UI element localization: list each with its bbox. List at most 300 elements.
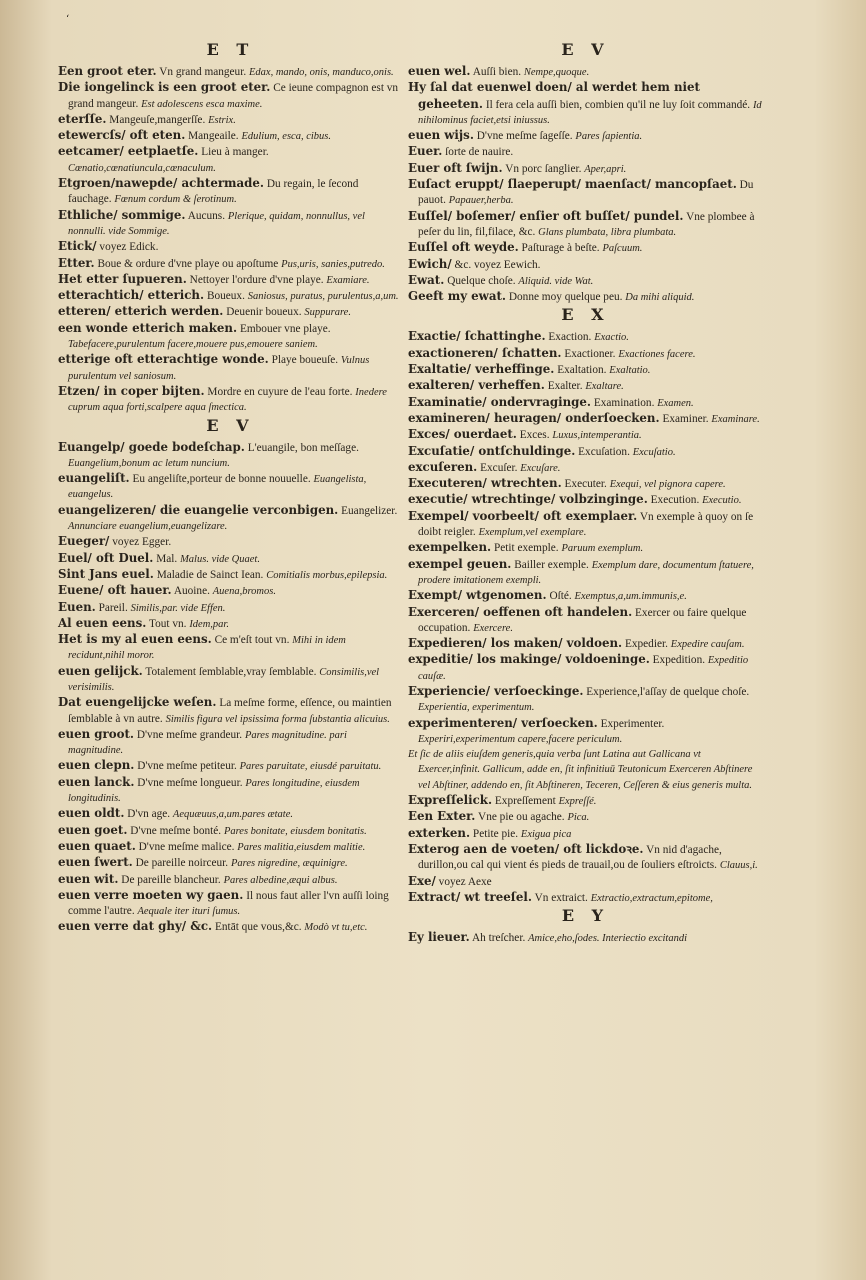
latin-gloss: Extractio,extractum,epitome,: [590, 892, 713, 904]
dictionary-entry: [58, 551, 403, 567]
headword: euen lanck.: [58, 774, 135, 789]
dictionary-entry: [58, 64, 403, 80]
french-gloss: Vne pie ou agache.: [478, 811, 565, 824]
headword: Etter.: [58, 255, 95, 270]
headword: etterige oft etterachtige wonde.: [58, 352, 269, 367]
latin-gloss: Comitialis morbus,epilepsia.: [266, 569, 388, 581]
french-gloss: Excuſer.: [480, 461, 518, 474]
french-gloss: D'vne meſme bonté.: [130, 824, 222, 837]
latin-gloss: Clauus,i.: [719, 860, 758, 872]
headword: euen gelijck.: [58, 663, 143, 678]
dictionary-entry: [408, 362, 763, 378]
headword: exempelken.: [408, 540, 492, 555]
latin-gloss: Pares albedine,æqui albus.: [223, 874, 338, 886]
french-gloss: Mordre en cuyure de l'eau forte.: [207, 385, 353, 398]
headword: euangeliſt.: [58, 471, 130, 486]
headword: Exces/ ouerdaet.: [408, 427, 517, 442]
latin-gloss: Expreſſé.: [558, 796, 597, 808]
right-column: [408, 40, 763, 946]
dictionary-entry: [408, 64, 763, 80]
latin-gloss: Excuſare.: [520, 462, 561, 474]
latin-gloss: Et ſic de aliis eiuſdem generis,quia verba ſunt Latina aut Gallicana vt Exercer,infinit. Gallicum, adde en, ſit infinitiuū Teutonicum Exerceren Abſtinere vel Abſtiner, addendo en, ſit Abſtineren, Teceren, Ceſſeren & eius generis multa.: [408, 749, 753, 791]
latin-gloss: Pares magnitudine. pari magnitudine.: [68, 729, 347, 757]
latin-gloss: Executio.: [702, 495, 742, 507]
section-header: E V: [206, 415, 255, 435]
headword: Executeren/ wtrechten.: [408, 476, 562, 491]
dictionary-entry: [58, 288, 403, 304]
french-gloss: Du pauot.: [418, 179, 754, 207]
dictionary-entry: [58, 758, 403, 774]
headword: Exempel/ voorbeelt/ oft exemplaer.: [408, 508, 638, 523]
french-gloss: De pareille blancheur.: [121, 873, 221, 886]
headword: examineren/ heuragen/ onderſoecken.: [408, 410, 660, 425]
latin-gloss: Similis figura vel ipsissima forma ſubstantia alicuius.: [165, 713, 390, 725]
french-gloss: Exaltation.: [557, 364, 607, 377]
latin-gloss: Aliquid. vide Wat.: [518, 275, 594, 287]
latin-gloss: Estrix.: [208, 114, 236, 126]
dictionary-entry: [408, 716, 763, 748]
latin-gloss: Pica.: [567, 812, 590, 824]
latin-gloss: Malus. vide Quaet.: [180, 553, 260, 565]
latin-gloss: Pares nigredine, æquinigre.: [230, 858, 348, 870]
french-gloss: Vne plombee à peſer du lin, fil,filace, &c.: [418, 210, 755, 238]
headword: euen goet.: [58, 822, 128, 837]
latin-gloss: Exactio.: [594, 332, 629, 344]
french-gloss: D'vne meſme ſageſſe.: [476, 130, 573, 143]
dictionary-entry: [408, 557, 763, 589]
french-gloss: Totalement ſemblable,vray ſemblable.: [145, 665, 317, 678]
headword: Het etter ſupueren.: [58, 271, 187, 286]
latin-gloss: Exemptus,a,um.immunis,e.: [574, 591, 687, 603]
french-gloss: Paſturage à beſte.: [521, 242, 600, 255]
dictionary-entry: [58, 775, 403, 807]
page-mark: ‘: [66, 14, 70, 25]
section-header: E Y: [561, 906, 610, 926]
latin-gloss: Tabefacere,purulentum facere,mouere pus,emouere saniem.: [68, 339, 318, 351]
headword: Euſſel oft weyde.: [408, 240, 519, 255]
dictionary-entry: [408, 209, 763, 241]
french-gloss: Mal.: [156, 552, 178, 565]
latin-gloss: Pares bonitate, eiusdem bonitatis.: [223, 825, 367, 837]
headword: experimenteren/ verſoecken.: [408, 715, 598, 730]
french-gloss: Quelque choſe.: [447, 274, 516, 287]
headword: euen ſwert.: [58, 855, 133, 870]
headword: euen clepn.: [58, 758, 135, 773]
headword: Experiencie/ verſoeckinge.: [408, 683, 584, 698]
dictionary-entry: [58, 632, 403, 664]
dictionary-entry: [58, 128, 403, 144]
headword: euen wel.: [408, 64, 471, 78]
headword: Examinatie/ ondervraginge.: [408, 394, 592, 409]
dictionary-entry: [58, 208, 403, 240]
dictionary-entry: [408, 273, 763, 289]
headword: euen verre dat ghy/ &c.: [58, 919, 213, 934]
dictionary-entry: [408, 652, 763, 684]
headword: Exerceren/ oeffenen oft handelen.: [408, 604, 633, 619]
dictionary-entry: [408, 289, 763, 305]
dictionary-entry: [58, 727, 403, 759]
latin-gloss: Da mihi aliquid.: [625, 292, 695, 304]
dictionary-entry: [408, 540, 763, 556]
french-gloss: Boueux.: [206, 290, 245, 303]
dictionary-entry: [408, 509, 763, 541]
french-gloss: Bailler exemple.: [514, 558, 589, 571]
dictionary-entry: [408, 684, 763, 716]
headword: eterſſe.: [58, 111, 107, 126]
dictionary-entry: [408, 930, 763, 946]
headword: expeditie/ los makinge/ voldoeninge.: [408, 652, 650, 667]
latin-gloss: Idem,par.: [189, 618, 229, 630]
dictionary-entry: [58, 534, 403, 550]
french-gloss: Examination.: [593, 396, 655, 409]
french-gloss: ſorte de nauire.: [445, 146, 514, 159]
french-gloss: Vn porc ſanglier.: [505, 162, 582, 175]
french-gloss: Embouer vne playe.: [239, 322, 331, 335]
dictionary-entry: [408, 809, 763, 825]
dictionary-entry: [58, 176, 403, 208]
french-gloss: L'euangile, bon meſſage.: [247, 441, 359, 454]
french-gloss: Expedier.: [624, 638, 668, 651]
latin-gloss: Pares malitia,eiusdem malitie.: [237, 841, 366, 853]
headword: Euel/ oft Duel.: [58, 550, 154, 565]
french-gloss: Playe boueuſe.: [271, 354, 339, 367]
latin-gloss: Amice,eho,ſodes. Interiectio excitandi: [528, 933, 688, 945]
dictionary-entry: [58, 112, 403, 128]
headword: Euangelp/ goede bodeſchap.: [58, 439, 245, 454]
dictionary-entry: [408, 890, 763, 906]
dictionary-entry: [58, 321, 403, 353]
dictionary-entry: [58, 567, 403, 583]
dictionary-entry: [408, 144, 763, 160]
dictionary-entry: [58, 806, 403, 822]
headword: Exaltatie/ verheffinge.: [408, 362, 555, 377]
latin-gloss: Mihi in idem recidunt,nihil moror.: [68, 635, 346, 662]
french-gloss: Nettoyer l'ordure d'vne playe.: [189, 273, 324, 286]
dictionary-entry: [408, 636, 763, 652]
dictionary-entry: [58, 855, 403, 871]
headword: Exterog aen de voeten/ oft lickdoꝛe.: [408, 841, 644, 856]
headword: euen verre moeten wy gaen.: [58, 887, 244, 902]
headword: etewercſs/ oft eten.: [58, 128, 186, 143]
french-gloss: Du regain, le ſecond fauchage.: [68, 178, 359, 206]
latin-gloss: Pares ſapientia.: [575, 131, 643, 143]
dictionary-entry: [408, 257, 763, 273]
french-gloss: Boue & ordure d'vne playe ou apoſtume: [97, 257, 279, 270]
french-gloss: Ce m'eſt tout vn.: [214, 634, 290, 647]
latin-gloss: Examen.: [657, 397, 694, 409]
french-gloss: Experience,l'aſſay de quelque choſe.: [586, 685, 750, 698]
headword: euangelizeren/ die euangelie verconbigen.: [58, 502, 339, 517]
headword: Een groot eter.: [58, 64, 157, 78]
french-gloss: voyez Aexe: [438, 875, 492, 888]
french-gloss: Vn nid d'agache, durillon,ou cal qui vient és pieds de trauail,ou de ſouliers eſtroicts.: [418, 843, 722, 872]
headword: Ewich/: [408, 256, 452, 271]
french-gloss: Petite pie.: [472, 827, 519, 840]
headword: Dat euengelijcke weſen.: [58, 695, 217, 710]
latin-gloss: Experientia, experimentum.: [418, 702, 535, 714]
dictionary-entry: [58, 239, 403, 255]
latin-gloss: Auena,bromos.: [212, 586, 276, 598]
dictionary-entry: [408, 346, 763, 362]
dictionary-entry: [58, 256, 403, 272]
latin-gloss: Exaltare.: [585, 381, 624, 393]
french-gloss: Mangeaile.: [188, 130, 239, 143]
french-gloss: Ce ieune compagnon est vn grand mangeur.: [68, 82, 399, 110]
latin-gloss: Experiri,experimentum capere,facere periculum.: [418, 733, 623, 745]
latin-gloss: Saniosus, puratus, purulentus,a,um.: [247, 291, 399, 303]
latin-gloss: Euangelium,bonum ac letum nuncium.: [68, 457, 230, 469]
latin-gloss: Exactiones facere.: [618, 348, 696, 360]
headword: Expedieren/ los maken/ voldoen.: [408, 636, 623, 651]
dictionary-entry: [408, 444, 763, 460]
latin-gloss: Examinare.: [711, 413, 760, 425]
french-gloss: D'vne meſme malice.: [138, 840, 235, 853]
latin-gloss: Edax, mando, onis, manduco,onis.: [249, 67, 394, 78]
latin-gloss: Edulium, esca, cibus.: [241, 131, 331, 143]
french-gloss: Vn extraict.: [534, 891, 588, 904]
headword: exactioneren/ ſchatten.: [408, 345, 562, 360]
dictionary-entry: [58, 600, 403, 616]
latin-gloss: Exemplum,vel exemplare.: [478, 527, 587, 539]
dictionary-entry: [58, 471, 403, 503]
headword: een wonde etterich maken.: [58, 320, 238, 335]
latin-gloss: Pus,uris, sanies,putredo.: [281, 258, 385, 270]
headword: Ey lieuer.: [408, 930, 470, 945]
latin-gloss: Exequi, vel pignora capere.: [609, 479, 726, 491]
french-gloss: Maladie de Sainct Iean.: [156, 568, 264, 581]
french-gloss: Auſſi bien.: [472, 66, 522, 78]
latin-gloss: Id nihilominus faciet,etsi iniussus.: [418, 99, 762, 126]
french-gloss: Il nous faut aller l'vn auſſi loing comme l'autre.: [68, 889, 389, 918]
headword: Euer.: [408, 144, 443, 159]
dictionary-entry: [58, 352, 403, 384]
headword: Euſſel/ boſemer/ enſier oft buſſet/ pundel.: [408, 208, 684, 223]
dictionary-entry: [408, 395, 763, 411]
dictionary-entry: [408, 476, 763, 492]
french-gloss: Deuenir boueux.: [226, 306, 302, 319]
dictionary-entry: [408, 605, 763, 637]
headword: Euen.: [58, 599, 96, 614]
french-gloss: Tout vn.: [148, 617, 187, 630]
dictionary-entry: [408, 128, 763, 144]
dictionary-entry: [408, 427, 763, 443]
latin-gloss: Exaltatio.: [609, 365, 651, 377]
headword: Etgroen/nawepde/ achtermade.: [58, 176, 265, 191]
french-gloss: Vn grand mangeur.: [159, 66, 247, 78]
latin-gloss: Paruum exemplum.: [561, 543, 644, 555]
headword: Ethliche/ sommige.: [58, 207, 186, 222]
dictionary-entry: [58, 272, 403, 288]
dictionary-entry: [58, 919, 403, 935]
french-gloss: D'vne meſme longueur.: [137, 776, 243, 789]
french-gloss: voyez Edick.: [99, 241, 159, 254]
latin-gloss: Papauer,herba.: [448, 195, 514, 207]
dictionary-entry: [408, 874, 763, 890]
dictionary-entry: [58, 583, 403, 599]
headword: Al euen eens.: [58, 615, 147, 630]
latin-gloss: Aequæuus,a,um.pares ætate.: [172, 809, 293, 821]
dictionary-entry: [58, 616, 403, 632]
headword: Euene/ oft hauer.: [58, 583, 172, 598]
french-gloss: D'vn age.: [127, 808, 171, 821]
french-gloss: Vn exemple à quoy on ſe doibt reigler.: [418, 510, 754, 539]
latin-gloss: Nempe,quoque.: [523, 67, 590, 78]
french-gloss: Exactioner.: [564, 347, 616, 360]
dictionary-entry: [408, 842, 763, 874]
headword: Ewat.: [408, 272, 445, 287]
latin-gloss: Examiare.: [326, 274, 370, 286]
headword: exterken.: [408, 825, 471, 840]
dictionary-entry: [58, 664, 403, 696]
headword: Excuſatie/ ontſchuldinge.: [408, 443, 576, 458]
french-gloss: Execution.: [650, 494, 700, 507]
latin-gloss: Consimilis,vel verisimilis.: [68, 666, 380, 693]
headword: Etick/: [58, 239, 97, 254]
headword: etteren/ etterich werden.: [58, 304, 224, 319]
french-gloss: Euangelizer.: [341, 504, 398, 517]
latin-gloss: Vulnus purulentum vel saniosum.: [68, 355, 370, 382]
dictionary-entry: [58, 80, 403, 112]
french-gloss: Examiner.: [662, 412, 709, 425]
latin-gloss: Plerique, quidam, nonnullus, vel nonnulli. vide Sommige.: [68, 210, 365, 237]
dictionary-entry: [408, 177, 763, 209]
latin-gloss: Pares paruitate, eiusdé paruitatu.: [239, 761, 382, 773]
dictionary-entry: [58, 888, 403, 920]
french-gloss: Lieu à manger.: [201, 146, 269, 159]
dictionary-entry: [408, 492, 763, 508]
latin-gloss: Aper,apri.: [584, 163, 627, 175]
dictionary-entry: [408, 793, 763, 809]
dictionary-entry: [58, 872, 403, 888]
left-column: [58, 40, 403, 936]
latin-gloss: Exercere.: [473, 622, 513, 634]
french-gloss: Entāt que vous,&c.: [215, 921, 302, 934]
french-gloss: voyez Egger.: [112, 536, 172, 549]
latin-gloss: Euangelista, euangelus.: [68, 474, 367, 501]
headword: excuſeren.: [408, 459, 478, 474]
french-gloss: Mangeuſe,mangerſſe.: [109, 113, 206, 126]
dictionary-entry: [408, 747, 763, 793]
latin-gloss: Fœnum cordum & ſerotinum.: [114, 194, 237, 206]
latin-gloss: Pares longitudine, eiusdem longitudinis.: [68, 777, 360, 805]
latin-gloss: Expeditio cauſæ.: [418, 655, 749, 682]
dictionary-entry: [58, 304, 403, 320]
headword: euen quaet.: [58, 838, 136, 853]
dictionary-entry: [408, 80, 763, 128]
headword: Exempt/ wtgenomen.: [408, 588, 547, 603]
latin-gloss: Cœnatio,cœnatiuncula,cœnaculum.: [68, 162, 216, 174]
headword: Euſact eruppt/ ſlaeperupt/ maenſact/ mancopſaet.: [408, 177, 737, 192]
french-gloss: Experimenter.: [600, 717, 665, 730]
french-gloss: Expreſſement: [494, 795, 556, 808]
headword: Geeft my ewat.: [408, 289, 507, 304]
dictionary-entry: [408, 460, 763, 476]
french-gloss: Pareil.: [98, 601, 128, 614]
french-gloss: Exalter.: [547, 380, 583, 393]
french-gloss: Eu angeliſte,porteur de bonne nouuelle.: [132, 473, 311, 486]
french-gloss: Auoine.: [173, 585, 210, 598]
headword: Eueger/: [58, 534, 110, 549]
latin-gloss: Expedire cauſam.: [670, 639, 745, 651]
french-gloss: Oſté.: [549, 590, 572, 603]
headword: Een Exter.: [408, 809, 476, 824]
french-gloss: Exercer ou faire quelque occupation.: [418, 606, 747, 634]
latin-gloss: Modò vt tu,etc.: [304, 922, 368, 934]
headword: euen wijs.: [408, 128, 474, 143]
latin-gloss: Excuſatio.: [632, 446, 676, 458]
latin-gloss: Exemplum dare, documentum ſtatuere, prodere imitationem exempli.: [418, 559, 754, 586]
dictionary-entry: [58, 823, 403, 839]
french-gloss: Ah treſcher.: [471, 932, 526, 945]
french-gloss: D'vne meſme grandeur.: [136, 728, 243, 741]
headword: exalteren/ verheffen.: [408, 378, 545, 393]
french-gloss: Exces.: [519, 429, 550, 442]
headword: Expreſſelick.: [408, 793, 493, 808]
dictionary-entry: [408, 378, 763, 394]
headword: euen groot.: [58, 726, 135, 741]
dictionary-entry: [58, 440, 403, 472]
column-header: E V: [561, 40, 610, 59]
french-gloss: &c. voyez Eewich.: [454, 258, 541, 271]
french-gloss: Aucuns.: [187, 209, 226, 222]
latin-gloss: Annunciare euangelium,euangelizare.: [68, 521, 228, 533]
latin-gloss: Luxus,intemperantia.: [552, 430, 642, 442]
dictionary-entry: [58, 695, 403, 727]
dictionary-entry: [58, 839, 403, 855]
headword: Die iongelinck is een groot eter.: [58, 80, 271, 95]
headword: euen wit.: [58, 871, 119, 886]
section-header: E X: [561, 305, 610, 325]
headword: Hy ſal dat euenwel doen/ al werdet hem niet geheeten.: [408, 80, 700, 111]
dictionary-entry: [408, 826, 763, 842]
dictionary-entry: [408, 588, 763, 604]
latin-gloss: Inedere cuprum aqua forti,scalpere aqua ſmectica.: [68, 386, 387, 414]
dictionary-entry: [408, 329, 763, 345]
dictionary-entry: [408, 161, 763, 177]
french-gloss: Executer.: [564, 478, 607, 491]
headword: executie/ wtrechtinge/ volbzinginge.: [408, 492, 648, 507]
french-gloss: Exaction.: [548, 331, 592, 344]
latin-gloss: Glans plumbata, libra plumbata.: [538, 226, 677, 238]
dictionary-entry: [58, 503, 403, 535]
latin-gloss: Similis,par. vide Effen.: [130, 602, 226, 614]
latin-gloss: Paſcuum.: [602, 243, 643, 255]
headword: Exactie/ ſchattinghe.: [408, 329, 546, 344]
dictionary-entry: [408, 240, 763, 256]
latin-gloss: Est adolescens esca maxime.: [141, 98, 263, 110]
dictionary-entry: [408, 411, 763, 427]
french-gloss: Excuſation.: [578, 445, 630, 458]
french-gloss: Petit exemple.: [493, 542, 559, 555]
headword: etterachtich/ etterich.: [58, 288, 205, 303]
dictionary-entry: [58, 144, 403, 176]
headword: Het is my al euen eens.: [58, 632, 212, 647]
french-gloss: La meſme forme, eſſence, ou maintien ſemblable à vn autre.: [68, 697, 392, 725]
headword: eetcamer/ eetplaetſe.: [58, 144, 199, 159]
headword: Etzen/ in coper bijten.: [58, 383, 205, 398]
french-gloss: Il fera cela auſſi bien, combien qu'il ne luy ſoit commandé.: [485, 98, 751, 111]
headword: Exe/: [408, 873, 436, 888]
latin-gloss: Suppurare.: [304, 307, 351, 319]
french-gloss: D'vne meſme petiteur.: [137, 760, 237, 773]
latin-gloss: Aequale iter ituri ſumus.: [137, 906, 241, 918]
headword: Euer oft ſwijn.: [408, 160, 503, 175]
french-gloss: Donne moy quelque peu.: [508, 291, 623, 304]
french-gloss: De pareille noirceur.: [135, 857, 229, 870]
column-header: E T: [206, 40, 255, 59]
french-gloss: Expedition.: [652, 654, 706, 667]
headword: Sint Jans euel.: [58, 566, 154, 581]
